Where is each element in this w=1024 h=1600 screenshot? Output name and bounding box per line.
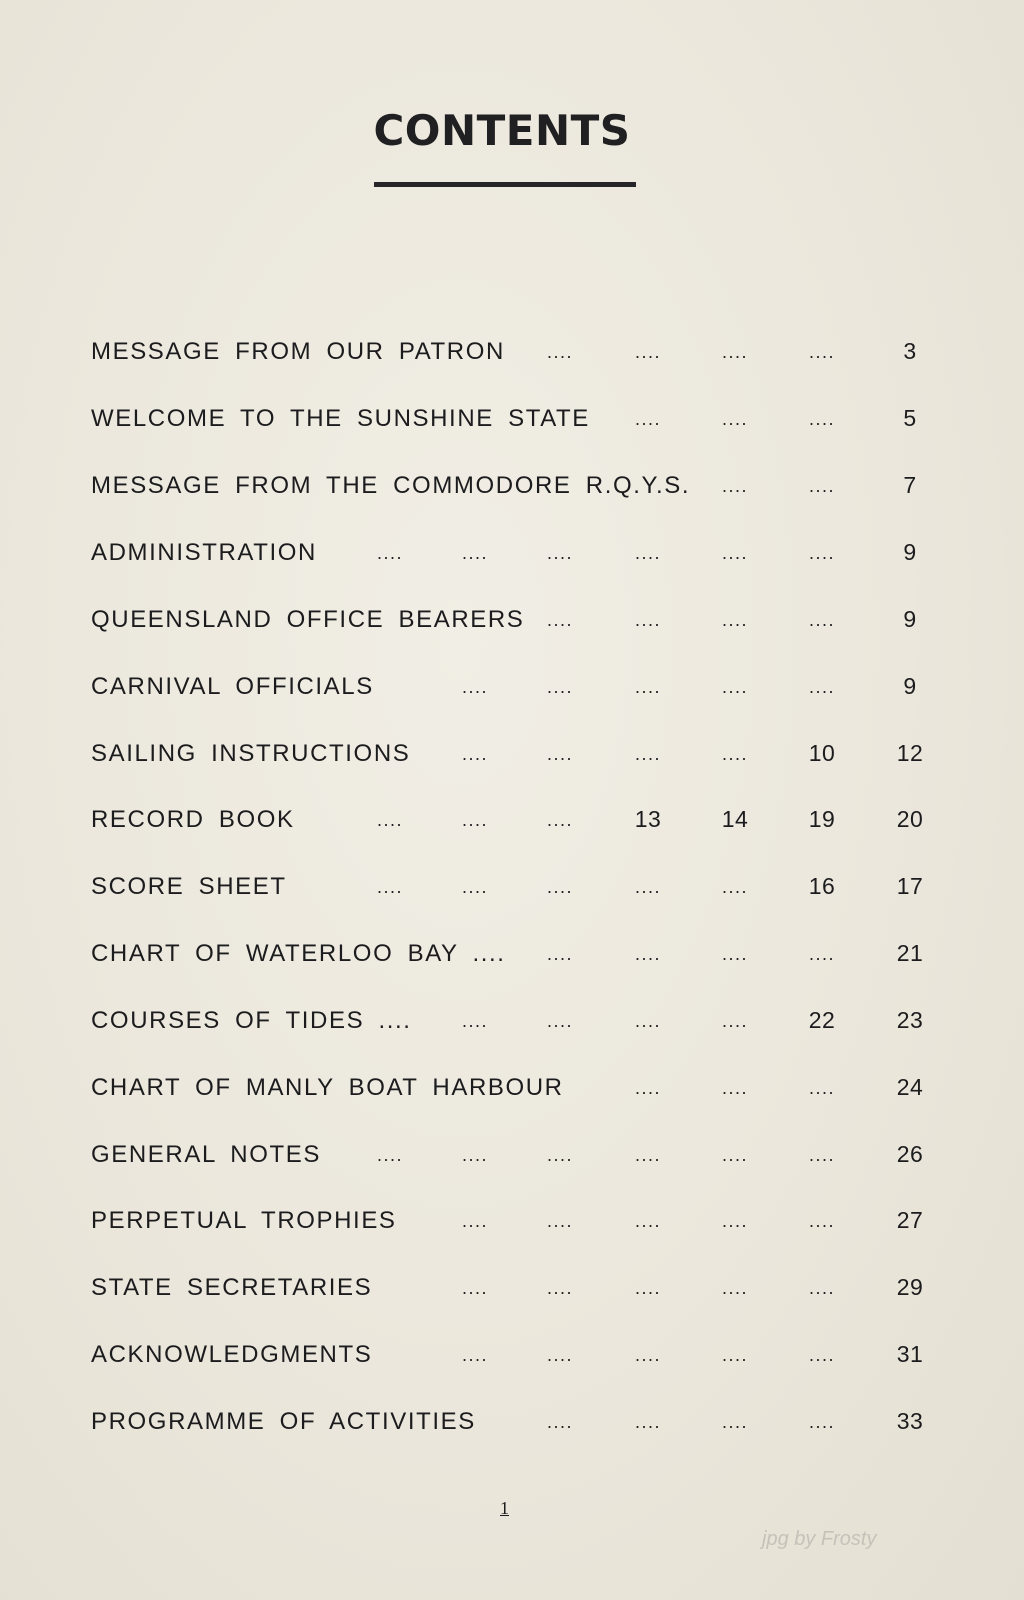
dot-leader: .... [721, 677, 748, 697]
dot-leader: .... [808, 1078, 835, 1098]
dot-leader: .... [376, 1145, 403, 1165]
dot-leader: .... [721, 342, 748, 362]
dot-leader: .... [546, 342, 573, 362]
page-reference: 17 [896, 873, 924, 899]
dot-leader: .... [634, 1345, 661, 1365]
page-reference: 9 [903, 539, 917, 565]
dot-leader: .... [376, 810, 403, 830]
dot-leader: .... [461, 677, 488, 697]
dot-leader: .... [808, 610, 835, 630]
dot-leader: .... [634, 877, 661, 897]
entry-title: CARNIVAL OFFICIALS [91, 673, 374, 700]
entry-title: CHART OF MANLY BOAT HARBOUR [91, 1074, 564, 1101]
page-title: CONTENTS [373, 106, 631, 155]
dot-leader: .... [546, 1011, 573, 1031]
dot-leader: .... [461, 1211, 488, 1231]
contents-entry [0, 1274, 1024, 1304]
dot-leader: .... [461, 877, 488, 897]
page-reference: 33 [896, 1408, 924, 1434]
contents-entry [0, 1408, 1024, 1438]
dot-leader: .... [808, 944, 835, 964]
contents-entry [0, 673, 1024, 703]
page-reference: 24 [896, 1074, 924, 1100]
photo-credit: jpg by Frosty [762, 1528, 877, 1550]
dot-leader: .... [546, 1345, 573, 1365]
dot-leader: .... [461, 1145, 488, 1165]
entry-title: SCORE SHEET [91, 873, 287, 900]
page-reference: 12 [896, 740, 924, 766]
entry-title: SAILING INSTRUCTIONS [91, 740, 411, 767]
dot-leader: .... [376, 877, 403, 897]
page-reference: 31 [896, 1341, 924, 1367]
page-reference: 10 [808, 740, 836, 766]
dot-leader: .... [808, 342, 835, 362]
dot-leader: .... [808, 1278, 835, 1298]
entry-title: GENERAL NOTES [91, 1141, 321, 1168]
dot-leader: .... [808, 1145, 835, 1165]
dot-leader: .... [808, 1412, 835, 1432]
page-reference: 13 [634, 806, 662, 832]
entry-title: ACKNOWLEDGMENTS [91, 1341, 373, 1368]
dot-leader: .... [634, 1278, 661, 1298]
dot-leader: .... [461, 1345, 488, 1365]
entry-title: PROGRAMME OF ACTIVITIES [91, 1408, 476, 1435]
dot-leader: .... [634, 1412, 661, 1432]
dot-leader: .... [461, 1278, 488, 1298]
page-reference: 23 [896, 1007, 924, 1033]
dot-leader: .... [376, 543, 403, 563]
dot-leader: .... [634, 944, 661, 964]
dot-leader: .... [634, 1011, 661, 1031]
contents-entry [0, 1141, 1024, 1171]
contents-entry [0, 472, 1024, 502]
dot-leader: .... [721, 1278, 748, 1298]
contents-entry [0, 740, 1024, 770]
contents-entry [0, 940, 1024, 970]
dot-leader: .... [634, 543, 661, 563]
dot-leader: .... [546, 610, 573, 630]
page-number: 1 [500, 1498, 509, 1518]
dot-leader: .... [634, 409, 661, 429]
contents-entry [0, 873, 1024, 903]
page-reference: 9 [903, 673, 917, 699]
page-reference: 9 [903, 606, 917, 632]
dot-leader: .... [546, 677, 573, 697]
dot-leader: .... [721, 409, 748, 429]
page-reference: 7 [903, 472, 917, 498]
dot-leader: .... [808, 476, 835, 496]
page-reference: 14 [721, 806, 749, 832]
entry-title: COURSES OF TIDES .... [91, 1007, 412, 1034]
dot-leader: .... [461, 810, 488, 830]
dot-leader: .... [721, 1412, 748, 1432]
entry-title: STATE SECRETARIES [91, 1274, 373, 1301]
dot-leader: .... [721, 944, 748, 964]
dot-leader: .... [634, 744, 661, 764]
page-reference: 29 [896, 1274, 924, 1300]
dot-leader: .... [808, 677, 835, 697]
dot-leader: .... [721, 744, 748, 764]
contents-entry [0, 1341, 1024, 1371]
dot-leader: .... [721, 1345, 748, 1365]
page-reference: 3 [903, 338, 917, 364]
contents-entry [0, 1074, 1024, 1104]
entry-title: CHART OF WATERLOO BAY .... [91, 940, 506, 967]
dot-leader: .... [546, 944, 573, 964]
dot-leader: .... [721, 610, 748, 630]
entry-title: ADMINISTRATION [91, 539, 317, 566]
dot-leader: .... [634, 342, 661, 362]
page-reference: 16 [808, 873, 836, 899]
entry-title: RECORD BOOK [91, 806, 295, 833]
dot-leader: .... [634, 1145, 661, 1165]
contents-entry [0, 405, 1024, 435]
dot-leader: .... [634, 1078, 661, 1098]
contents-entry [0, 1207, 1024, 1237]
dot-leader: .... [461, 1011, 488, 1031]
dot-leader: .... [721, 877, 748, 897]
dot-leader: .... [634, 677, 661, 697]
dot-leader: .... [721, 543, 748, 563]
dot-leader: .... [546, 877, 573, 897]
dot-leader: .... [546, 744, 573, 764]
entry-title: MESSAGE FROM THE COMMODORE R.Q.Y.S. [91, 472, 691, 499]
dot-leader: .... [808, 1211, 835, 1231]
dot-leader: .... [546, 1211, 573, 1231]
page-reference: 27 [896, 1207, 924, 1233]
page-reference: 19 [808, 806, 836, 832]
dot-leader: .... [461, 543, 488, 563]
dot-leader: .... [634, 610, 661, 630]
dot-leader: .... [546, 543, 573, 563]
dot-leader: .... [808, 543, 835, 563]
contents-entry [0, 806, 1024, 836]
dot-leader: .... [721, 1011, 748, 1031]
contents-entry [0, 606, 1024, 636]
entry-title: PERPETUAL TROPHIES [91, 1207, 397, 1234]
dot-leader: .... [808, 1345, 835, 1365]
page-reference: 5 [903, 405, 917, 431]
dot-leader: .... [546, 1412, 573, 1432]
contents-entry [0, 1007, 1024, 1037]
entry-title: MESSAGE FROM OUR PATRON [91, 338, 505, 365]
page-reference: 22 [808, 1007, 836, 1033]
page-reference: 20 [896, 806, 924, 832]
dot-leader: .... [546, 810, 573, 830]
entry-title: QUEENSLAND OFFICE BEARERS [91, 606, 525, 633]
dot-leader: .... [634, 1211, 661, 1231]
dot-leader: .... [721, 1211, 748, 1231]
contents-entry [0, 338, 1024, 368]
dot-leader: .... [461, 744, 488, 764]
dot-leader: .... [721, 476, 748, 496]
page-reference: 21 [896, 940, 924, 966]
dot-leader: .... [546, 1278, 573, 1298]
dot-leader: .... [721, 1145, 748, 1165]
dot-leader: .... [808, 409, 835, 429]
contents-entry [0, 539, 1024, 569]
dot-leader: .... [546, 1145, 573, 1165]
entry-title: WELCOME TO THE SUNSHINE STATE [91, 405, 590, 432]
page-reference: 26 [896, 1141, 924, 1167]
dot-leader: .... [721, 1078, 748, 1098]
